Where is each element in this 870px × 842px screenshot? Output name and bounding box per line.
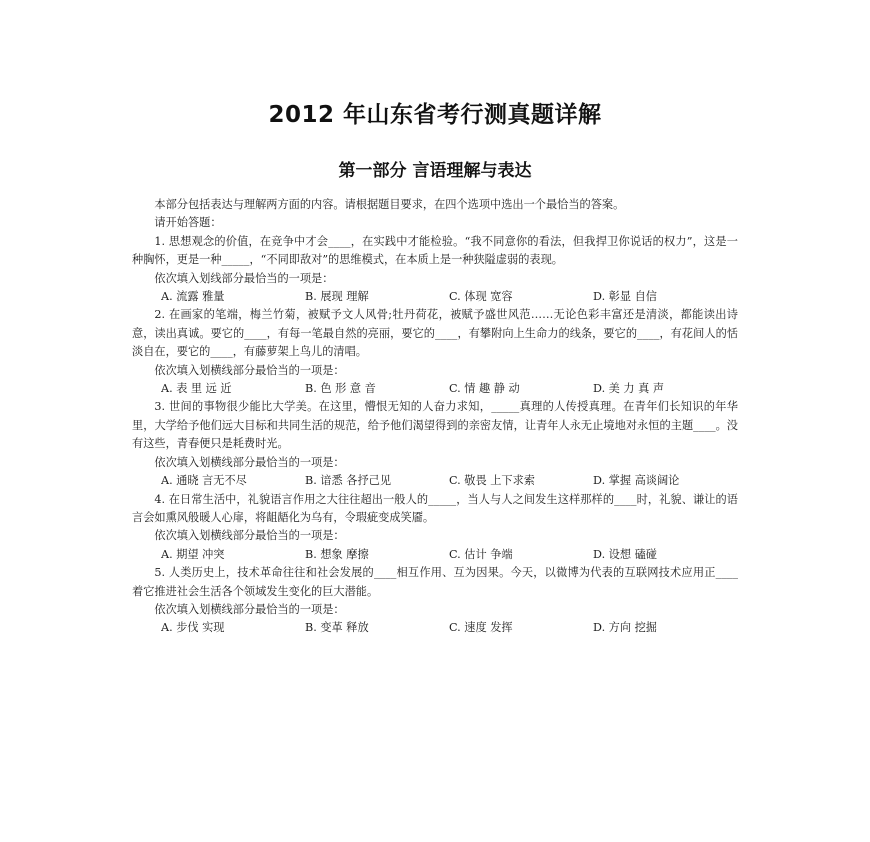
option-a: A. 通晓 言无不尽 [161,474,247,488]
intro-paragraph: 本部分包括表达与理解两方面的内容。请根据题目要求，在四个选项中选出一个最恰当的答案。 [154,198,625,211]
question-1: 1. 思想观念的价值，在竞争中才会____，在实践中才能检验。“我不同意你的看法，但我捍卫你说话的权力”，这是一种胸怀，更是一种_____，“不同即敌对”的思维模式，在本质上是一种狭隘虚弱的表现。 [132,234,738,267]
option-a: A. 流露 雅量 [161,290,225,304]
option-b: B. 谙悉 各抒己见 [305,474,392,488]
question-1-prompt: 依次填入划线部分最恰当的一项是： [154,271,334,285]
document-title: 2012 年山东省考行测真题详解 [268,102,602,128]
section-title: 第一部分 言语理解与表达 [338,161,532,181]
option-d: D. 掌握 高谈阔论 [593,474,680,488]
question-3-options [132,472,738,490]
option-a: A. 步伐 实现 [161,621,225,635]
option-d: D. 彰显 自信 [593,290,657,304]
question-1-options [132,288,738,306]
option-b: B. 想象 摩擦 [305,547,369,561]
question-4: 4. 在日常生活中，礼貌语言作用之大往往超出一般人的_____，当人与人之间发生这样那样的____时，礼貌、谦让的语言会如熏风般暖人心扉，将龃龉化为乌有，令瑕疵变成笑靥。 [132,492,738,524]
option-d: D. 设想 磕碰 [593,547,657,561]
option-c: C. 速度 发挥 [449,621,513,635]
document-body [132,196,738,638]
question-5: 5. 人类历史上，技术革命往往和社会发展的____相互作用、互为因果。今天，以微博为代表的互联网技术应用正____着它推进社会生活各个领域发生变化的巨大潜能。 [132,566,738,598]
option-b: B. 展现 理解 [305,290,369,304]
option-a: A. 期望 冲突 [161,547,225,561]
option-c: C. 体现 宽容 [449,290,513,304]
question-4-prompt: 依次填入划横线部分最恰当的一项是： [154,529,345,543]
question-5-options [132,619,738,637]
question-5-prompt: 依次填入划横线部分最恰当的一项是： [154,602,345,616]
question-2-prompt: 依次填入划横线部分最恰当的一项是： [154,363,345,377]
question-3: 3. 世间的事物很少能比大学美。在这里，懵恨无知的人奋力求知，_____真理的人传授真理。在青年们长知识的年华里，大学给予他们远大目标和共同生活的规范，给予他们渴望得到的亲密友情，让青年人永无止境地对永恒的主题____。没有这些，青春便只是耗费时光。 [132,400,738,451]
option-c: C. 估计 争端 [449,547,513,561]
question-2-options [132,380,738,398]
question-3-prompt: 依次填入划横线部分最恰当的一项是： [154,455,345,469]
option-a: A. 表 里 远 近 [161,382,232,396]
option-c: C. 情 趣 静 动 [449,382,520,396]
question-2: 2. 在画家的笔端，梅兰竹菊，被赋予文人风骨;牡丹荷花，被赋予盛世风范……无论色彩丰富还是清淡，都能读出诗意，读出真诚。要它的____，有每一笔最自然的亮丽，要它的____，有攀附向上生命力的线条，要它的____，有花间人的恬淡自在，要它的____，有藤萝架上鸟儿的清唱。 [132,308,738,359]
question-4-options [132,546,738,564]
option-d: D. 方向 挖掘 [593,621,657,635]
start-instruction: 请开始答题： [154,216,222,230]
option-b: B. 色 形 意 音 [305,382,376,396]
option-c: C. 敬畏 上下求索 [449,474,535,488]
option-d: D. 美 力 真 声 [593,382,665,396]
option-b: B. 变革 释放 [305,621,369,635]
